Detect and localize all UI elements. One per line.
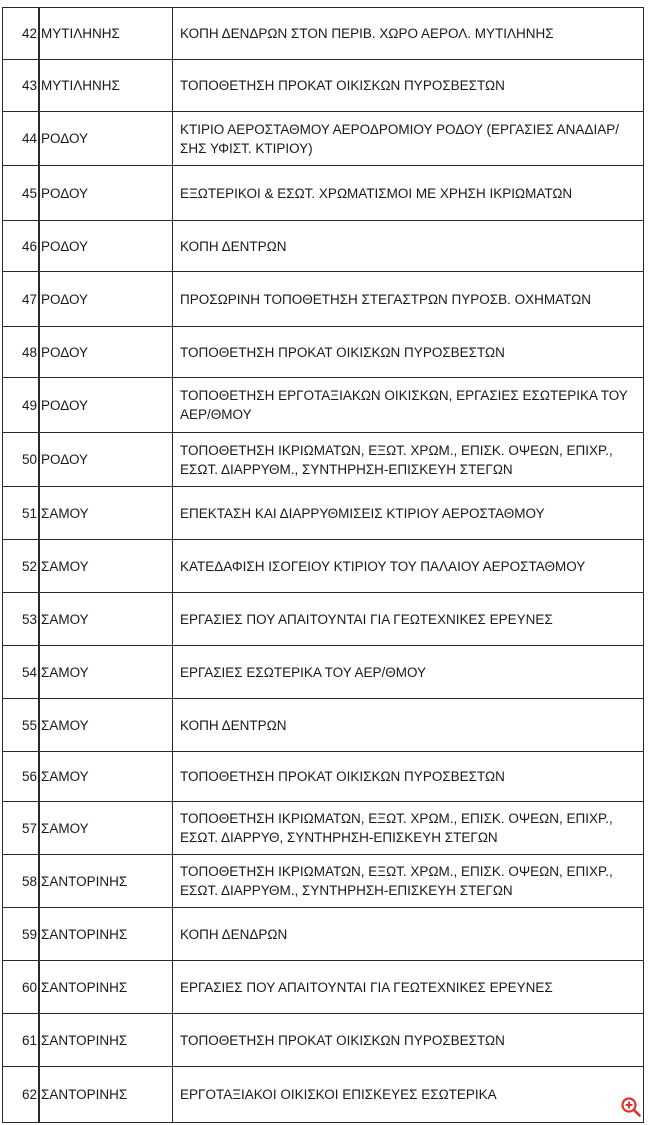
row-description: ΤΟΠΟΘΕΤΗΣΗ ΙΚΡΙΩΜΑΤΩΝ, ΕΞΩΤ. ΧΡΩΜ., ΕΠΙΣΚ. ΟΨΕΩΝ, ΕΠΙΧΡ., ΕΣΩΤ. ΔΙΑΡΡΥΘΜ., ΣΥΝΤΗΡΗΣΗ-ΕΠΙΣΚΕΥΗ ΣΤΕΓΩΝ	[173, 433, 644, 487]
row-location: ΣΑΜΟΥ	[39, 487, 173, 540]
row-description: ΤΟΠΟΘΕΤΗΣΗ ΠΡΟΚΑΤ ΟΙΚΙΣΚΩΝ ΠΥΡΟΣΒΕΣΤΩΝ	[173, 327, 644, 378]
row-description: ΤΟΠΟΘΕΤΗΣΗ ΙΚΡΙΩΜΑΤΩΝ, ΕΞΩΤ. ΧΡΩΜ., ΕΠΙΣΚ. ΟΨΕΩΝ, ΕΠΙΧΡ., ΕΣΩΤ. ΔΙΑΡΡΥΘΜ., ΣΥΝΤΗΡΗΣΗ-ΕΠΙΣΚΕΥΗ ΣΤΕΓΩΝ	[173, 855, 644, 908]
table-row	[3, 433, 644, 487]
row-location: ΡΟΔΟΥ	[39, 112, 173, 166]
table-row	[3, 646, 644, 699]
row-location: ΣΑΜΟΥ	[39, 699, 173, 752]
row-number: 48	[3, 327, 40, 378]
table-row	[3, 961, 644, 1014]
row-description: ΠΡΟΣΩΡΙΝΗ ΤΟΠΟΘΕΤΗΣΗ ΣΤΕΓΑΣΤΡΩΝ ΠΥΡΟΣΒ. ΟΧΗΜΑΤΩΝ	[173, 272, 644, 327]
row-number: 60	[3, 961, 40, 1014]
row-description: ΚΤΙΡΙΟ ΑΕΡΟΣΤΑΘΜΟΥ ΑΕΡΟΔΡΟΜΙΟΥ ΡΟΔΟΥ (ΕΡΓΑΣΙΕΣ ΑΝΑΔΙΑΡ/ΣΗΣ ΥΦΙΣΤ. ΚΤΙΡΙΟΥ)	[173, 112, 644, 166]
row-description: ΕΡΓΑΣΙΕΣ ΕΣΩΤΕΡΙΚΑ ΤΟΥ ΑΕΡ/ΘΜΟΥ	[173, 646, 644, 699]
zoom-in-icon[interactable]	[620, 1096, 642, 1118]
table-row	[3, 908, 644, 961]
row-description: ΚΟΠΗ ΔΕΝΔΡΩΝ ΣΤΟΝ ΠΕΡΙΒ. ΧΩΡΟ ΑΕΡΟΛ. ΜΥΤΙΛΗΝΗΣ	[173, 8, 644, 60]
row-number: 54	[3, 646, 40, 699]
row-description: ΕΞΩΤΕΡΙΚΟΙ & ΕΣΩΤ. ΧΡΩΜΑΤΙΣΜΟΙ ΜΕ ΧΡΗΣΗ ΙΚΡΙΩΜΑΤΩΝ	[173, 166, 644, 221]
table-row	[3, 855, 644, 908]
table-row	[3, 1014, 644, 1067]
row-description: ΤΟΠΟΘΕΤΗΣΗ ΠΡΟΚΑΤ ΟΙΚΙΣΚΩΝ ΠΥΡΟΣΒΕΣΤΩΝ	[173, 1014, 644, 1067]
table-row	[3, 1067, 644, 1123]
row-location: ΡΟΔΟΥ	[39, 433, 173, 487]
row-location: ΣΑΝΤΟΡΙΝΗΣ	[39, 908, 173, 961]
table-row	[3, 272, 644, 327]
row-number: 47	[3, 272, 40, 327]
table-row	[3, 752, 644, 802]
row-description: ΤΟΠΟΘΕΤΗΣΗ ΠΡΟΚΑΤ ΟΙΚΙΣΚΩΝ ΠΥΡΟΣΒΕΣΤΩΝ	[173, 60, 644, 112]
row-location: ΜΥΤΙΛΗΝΗΣ	[39, 8, 173, 60]
row-number: 61	[3, 1014, 40, 1067]
table-row	[3, 593, 644, 646]
row-number: 62	[3, 1067, 40, 1123]
table-row	[3, 802, 644, 855]
row-description: ΕΡΓΑΣΙΕΣ ΠΟΥ ΑΠΑΙΤΟΥΝΤΑΙ ΓΙΑ ΓΕΩΤΕΧΝΙΚΕΣ ΕΡΕΥΝΕΣ	[173, 961, 644, 1014]
row-location: ΜΥΤΙΛΗΝΗΣ	[39, 60, 173, 112]
row-number: 50	[3, 433, 40, 487]
row-number: 45	[3, 166, 40, 221]
table-row	[3, 327, 644, 378]
table-row	[3, 699, 644, 752]
table-row	[3, 8, 644, 60]
row-number: 58	[3, 855, 40, 908]
row-location: ΣΑΝΤΟΡΙΝΗΣ	[39, 961, 173, 1014]
row-location: ΡΟΔΟΥ	[39, 166, 173, 221]
row-location: ΣΑΜΟΥ	[39, 593, 173, 646]
row-location: ΣΑΝΤΟΡΙΝΗΣ	[39, 1067, 173, 1123]
row-description: ΤΟΠΟΘΕΤΗΣΗ ΠΡΟΚΑΤ ΟΙΚΙΣΚΩΝ ΠΥΡΟΣΒΕΣΤΩΝ	[173, 752, 644, 802]
row-location: ΣΑΜΟΥ	[39, 802, 173, 855]
row-number: 51	[3, 487, 40, 540]
row-description: ΚΟΠΗ ΔΕΝΔΡΩΝ	[173, 908, 644, 961]
row-location: ΡΟΔΟΥ	[39, 221, 173, 272]
row-location: ΣΑΜΟΥ	[39, 646, 173, 699]
row-number: 55	[3, 699, 40, 752]
row-description: ΚΟΠΗ ΔΕΝΤΡΩΝ	[173, 699, 644, 752]
row-location: ΡΟΔΟΥ	[39, 272, 173, 327]
row-number: 43	[3, 60, 40, 112]
row-description: ΕΠΕΚΤΑΣΗ ΚΑΙ ΔΙΑΡΡΥΘΜΙΣΕΙΣ ΚΤΙΡΙΟΥ ΑΕΡΟΣΤΑΘΜΟΥ	[173, 487, 644, 540]
row-description: ΚΑΤΕΔΑΦΙΣΗ ΙΣΟΓΕΙΟΥ ΚΤΙΡΙΟΥ ΤΟΥ ΠΑΛΑΙΟΥ ΑΕΡΟΣΤΑΘΜΟΥ	[173, 540, 644, 593]
row-number: 53	[3, 593, 40, 646]
row-description: ΚΟΠΗ ΔΕΝΤΡΩΝ	[173, 221, 644, 272]
row-location: ΣΑΝΤΟΡΙΝΗΣ	[39, 855, 173, 908]
table-row	[3, 487, 644, 540]
row-location: ΡΟΔΟΥ	[39, 327, 173, 378]
row-description: ΤΟΠΟΘΕΤΗΣΗ ΕΡΓΟΤΑΞΙΑΚΩΝ ΟΙΚΙΣΚΩΝ, ΕΡΓΑΣΙΕΣ ΕΣΩΤΕΡΙΚΑ ΤΟΥ ΑΕΡ/ΘΜΟΥ	[173, 378, 644, 433]
row-number: 42	[3, 8, 40, 60]
row-number: 44	[3, 112, 40, 166]
table-row	[3, 166, 644, 221]
table-row	[3, 378, 644, 433]
works-table	[2, 7, 644, 1123]
row-description: ΕΡΓΑΣΙΕΣ ΠΟΥ ΑΠΑΙΤΟΥΝΤΑΙ ΓΙΑ ΓΕΩΤΕΧΝΙΚΕΣ ΕΡΕΥΝΕΣ	[173, 593, 644, 646]
row-location: ΣΑΜΟΥ	[39, 752, 173, 802]
row-location: ΣΑΝΤΟΡΙΝΗΣ	[39, 1014, 173, 1067]
row-description: ΕΡΓΟΤΑΞΙΑΚΟΙ ΟΙΚΙΣΚΟΙ ΕΠΙΣΚΕΥΕΣ ΕΣΩΤΕΡΙΚΑ	[173, 1067, 644, 1123]
table-row	[3, 112, 644, 166]
table-row	[3, 540, 644, 593]
works-table-body	[3, 8, 644, 1123]
row-number: 52	[3, 540, 40, 593]
row-number: 46	[3, 221, 40, 272]
row-number: 49	[3, 378, 40, 433]
row-description: ΤΟΠΟΘΕΤΗΣΗ ΙΚΡΙΩΜΑΤΩΝ, ΕΞΩΤ. ΧΡΩΜ., ΕΠΙΣΚ. ΟΨΕΩΝ, ΕΠΙΧΡ., ΕΣΩΤ. ΔΙΑΡΡΥΘ, ΣΥΝΤΗΡΗΣΗ-ΕΠΙΣΚΕΥΗ ΣΤΕΓΩΝ	[173, 802, 644, 855]
row-location: ΣΑΜΟΥ	[39, 540, 173, 593]
row-number: 57	[3, 802, 40, 855]
row-location: ΡΟΔΟΥ	[39, 378, 173, 433]
table-row	[3, 221, 644, 272]
row-number: 59	[3, 908, 40, 961]
row-number: 56	[3, 752, 40, 802]
table-row	[3, 60, 644, 112]
